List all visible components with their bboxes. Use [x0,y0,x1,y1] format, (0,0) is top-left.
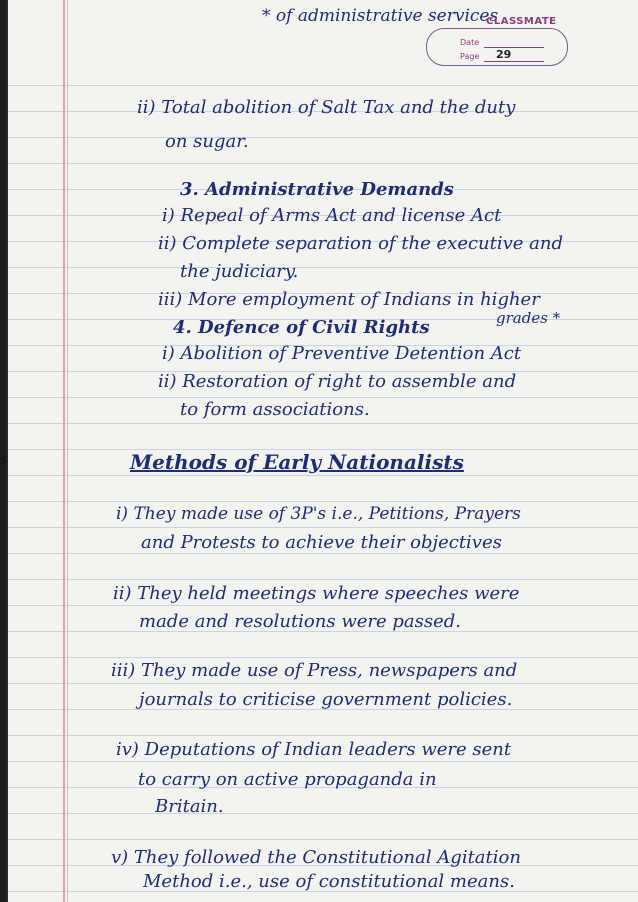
text-line: ii) Total abolition of Salt Tax and the duty [137,97,516,118]
page-label: Page [460,52,480,61]
text-line: ii) They held meetings where speeches were [113,583,520,604]
text-line: i) Abolition of Preventive Detention Act [162,343,522,364]
text-line: i) Repeal of Arms Act and license Act [162,205,502,226]
text-line: on sugar. [165,131,249,152]
top-note: * of administrative services [262,6,499,26]
page-line [484,61,544,62]
text-line: to form associations. [180,399,370,420]
text-line: iii) More employment of Indians in higher [158,289,540,310]
text-line: made and resolutions were passed. [139,611,461,632]
text-line: iv) Deputations of Indian leaders were sent [116,739,512,760]
page-left-edge [0,0,6,902]
text-line: grades * [496,309,561,327]
page-number: 29 [496,48,512,61]
notebook-page [8,0,638,902]
page-heading: Methods of Early Nationalists [130,450,464,474]
text-line: v) They followed the Constitutional Agitation [111,847,521,868]
brand-name: CLASSMATE [486,16,557,27]
text-line: to carry on active propaganda in [138,769,437,790]
text-line: Method i.e., use of constitutional means. [143,871,515,892]
section-heading: 3. Administrative Demands [180,179,454,200]
edge-mark: s [0,452,8,468]
section-heading: 4. Defence of Civil Rights [173,317,430,338]
margin-line [63,0,65,902]
text-line: ii) Complete separation of the executive and [158,233,564,254]
text-line: iii) They made use of Press, newspapers and [111,660,518,681]
date-label: Date [460,38,480,47]
text-line: ii) Restoration of right to assemble and [158,371,517,392]
margin-line-secondary [67,0,68,902]
text-line: the judiciary. [180,261,299,282]
date-line [484,47,544,48]
text-line: and Protests to achieve their objectives [141,532,502,553]
text-line: journals to criticise government policies. [139,689,513,710]
text-line: i) They made use of 3P's i.e., Petitions, Prayers [116,504,521,524]
text-line: Britain. [155,796,224,817]
